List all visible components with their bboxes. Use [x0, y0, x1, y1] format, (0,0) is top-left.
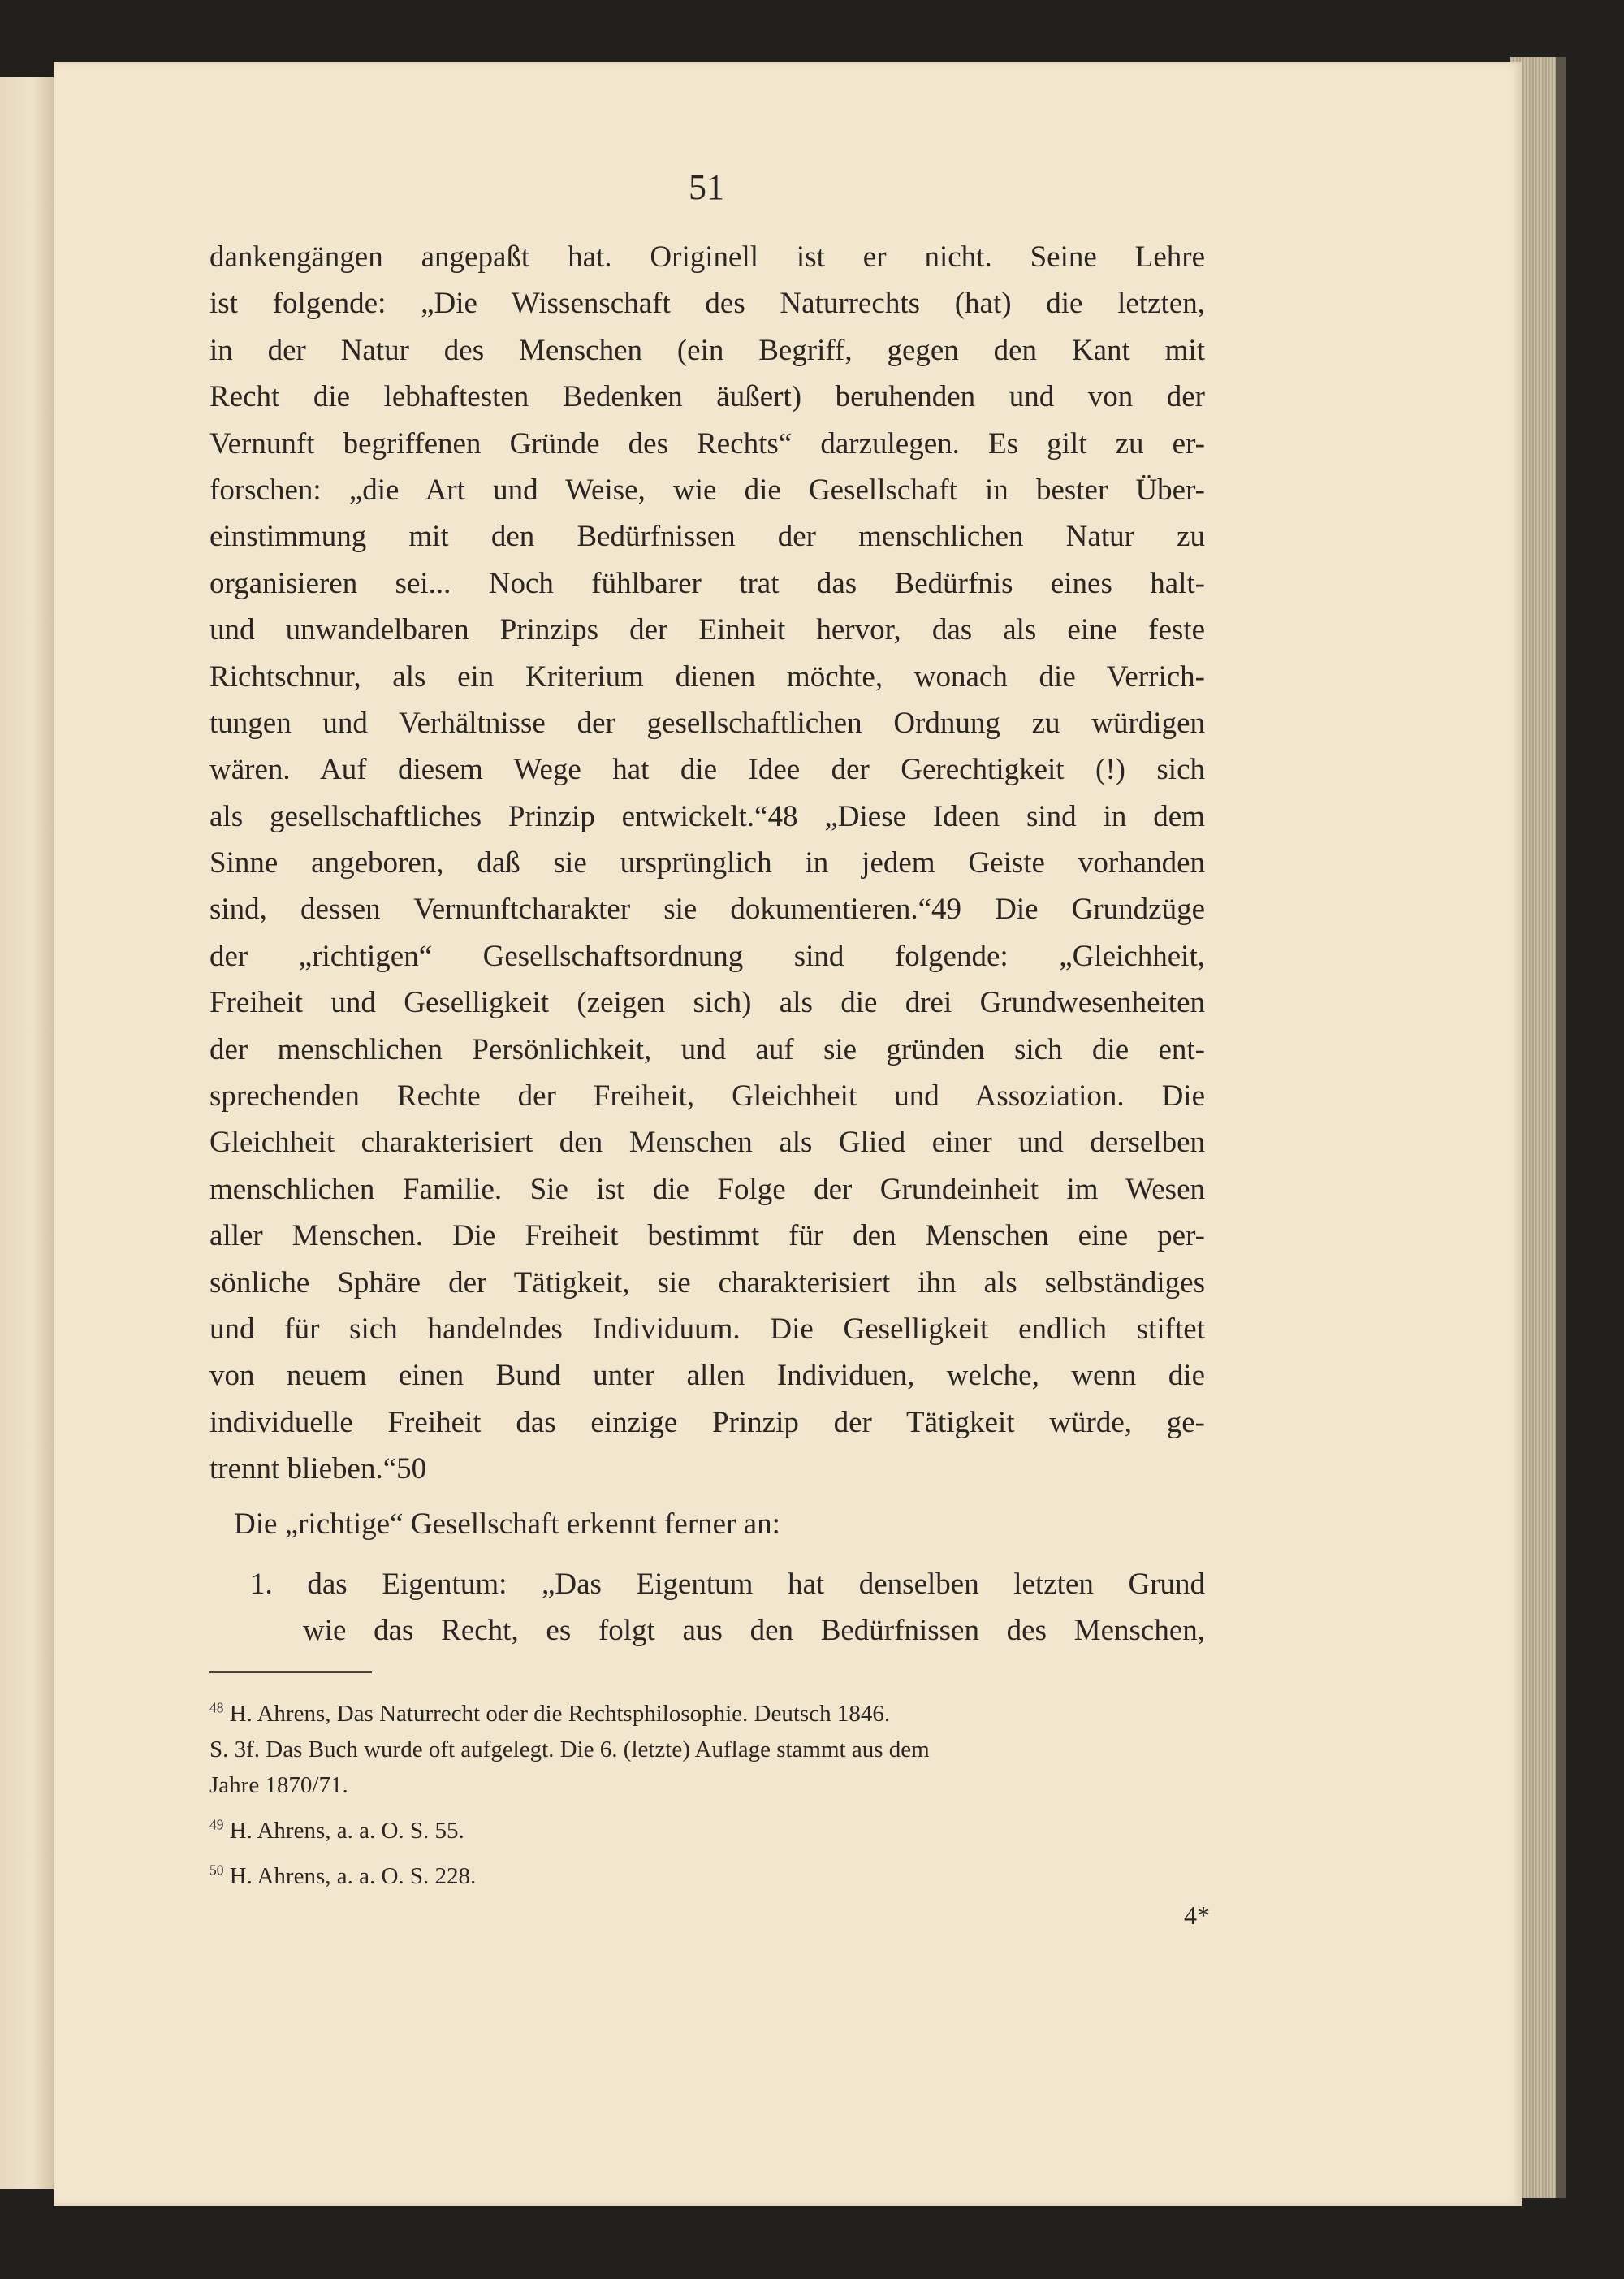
text-line: forschen: „die Art und Weise, wie die Gesellschaft in bester Über- — [209, 473, 1205, 507]
footnote-48-cont: S. 3f. Das Buch wurde oft aufgelegt. Die 6. (letzte) Auflage stammt aus dem — [209, 1736, 930, 1762]
left-page-edge — [0, 77, 54, 2189]
footnote-50 — [209, 1858, 1205, 1894]
list-item — [209, 1561, 1205, 1654]
text-line: organisieren sei... Noch fühlbarer trat das Bedürfnis eines halt- — [209, 566, 1205, 600]
section-lead — [209, 1501, 1205, 1547]
text-line: von neuem einen Bund unter allen Individuen, welche, wenn die — [209, 1359, 1205, 1393]
text-line: in der Natur des Menschen (ein Begriff, gegen den Kant mit — [209, 333, 1205, 367]
footnote-marker: 50 — [209, 1862, 224, 1879]
text-line: tungen und Verhältnisse der gesellschaftlichen Ordnung zu würdigen — [209, 706, 1205, 740]
footnote-marker: 49 — [209, 1816, 224, 1833]
body-paragraph — [209, 234, 1205, 1493]
page-edges-shadow — [1556, 57, 1566, 2198]
text-line: Sinne angeboren, daß sie ursprünglich in jedem Geiste vorhanden — [209, 846, 1205, 880]
text-line: der menschlichen Persönlichkeit, und auf sie gründen sich die ent- — [209, 1032, 1205, 1066]
footnote-text: H. Ahrens, Das Naturrecht oder die Rechtsphilosophie. Deutsch 1846. — [229, 1701, 891, 1727]
footnote-49 — [209, 1813, 1205, 1849]
list-item-line: wie das Recht, es folgt aus den Bedürfnissen des Menschen, — [303, 1614, 1205, 1648]
text-line: trennt blieben.“50 — [209, 1452, 427, 1486]
list-item-text: das Eigentum: „Das Eigentum hat denselben letzten Grund — [307, 1568, 1206, 1601]
page-number: 51 — [689, 167, 724, 207]
text-line: Vernunft begriffenen Gründe des Rechts“ darzulegen. Es gilt zu er- — [209, 426, 1205, 461]
text-line: wären. Auf diesem Wege hat die Idee der Gerechtigkeit (!) sich — [209, 753, 1205, 787]
text-line: der „richtigen“ Gesellschaftsordnung sind folgende: „Gleichheit, — [209, 939, 1205, 973]
text-line: aller Menschen. Die Freiheit bestimmt für den Menschen eine per- — [209, 1219, 1205, 1253]
text-line: einstimmung mit den Bedürfnissen der menschlichen Natur zu — [209, 520, 1205, 554]
text-line: ist folgende: „Die Wissenschaft des Naturrechts (hat) die letzten, — [209, 287, 1205, 321]
section-lead-text: Die „richtige“ Gesellschaft erkennt ferner an: — [234, 1507, 780, 1541]
text-line: Gleichheit charakterisiert den Menschen als Glied einer und derselben — [209, 1126, 1205, 1160]
text-line: Recht die lebhaftesten Bedenken äußert) beruhenden und von der — [209, 380, 1205, 414]
text-line: sprechenden Rechte der Freiheit, Gleichheit und Assoziation. Die — [209, 1079, 1205, 1114]
footnote-marker: 48 — [209, 1699, 224, 1716]
text-line: Freiheit und Geselligkeit (zeigen sich) als die drei Grundwesenheiten — [209, 986, 1205, 1020]
footnote-48-cont: Jahre 1870/71. — [209, 1772, 348, 1798]
text-line: und unwandelbaren Prinzips der Einheit hervor, das als eine feste — [209, 613, 1205, 647]
text-line: menschlichen Familie. Sie ist die Folge der Grundeinheit im Wesen — [209, 1172, 1205, 1206]
footnote-48 — [209, 1696, 1205, 1732]
footnote-divider — [209, 1671, 372, 1673]
text-line: sönliche Sphäre der Tätigkeit, sie charakterisiert ihn als selbständiges — [209, 1265, 1205, 1300]
list-item-line — [209, 1561, 1205, 1607]
signature-mark: 4* — [1184, 1901, 1210, 1930]
text-line: sind, dessen Vernunftcharakter sie dokumentieren.“49 Die Grundzüge — [209, 893, 1205, 927]
text-line: dankengängen angepaßt hat. Originell ist er nicht. Seine Lehre — [209, 240, 1205, 274]
footnotes — [209, 1696, 1205, 1894]
text-line: individuelle Freiheit das einzige Prinzip der Tätigkeit würde, ge- — [209, 1405, 1205, 1439]
text-line: als gesellschaftliches Prinzip entwickelt.“48 „Diese Ideen sind in dem — [209, 799, 1205, 833]
footnote-text: H. Ahrens, a. a. O. S. 55. — [229, 1818, 464, 1844]
list-item-number: 1. — [250, 1568, 273, 1601]
text-line: Richtschnur, als ein Kriterium dienen möchte, wonach die Verrich- — [209, 659, 1205, 694]
footnote-text: H. Ahrens, a. a. O. S. 228. — [229, 1863, 477, 1889]
text-line: und für sich handelndes Individuum. Die Geselligkeit endlich stiftet — [209, 1312, 1205, 1346]
